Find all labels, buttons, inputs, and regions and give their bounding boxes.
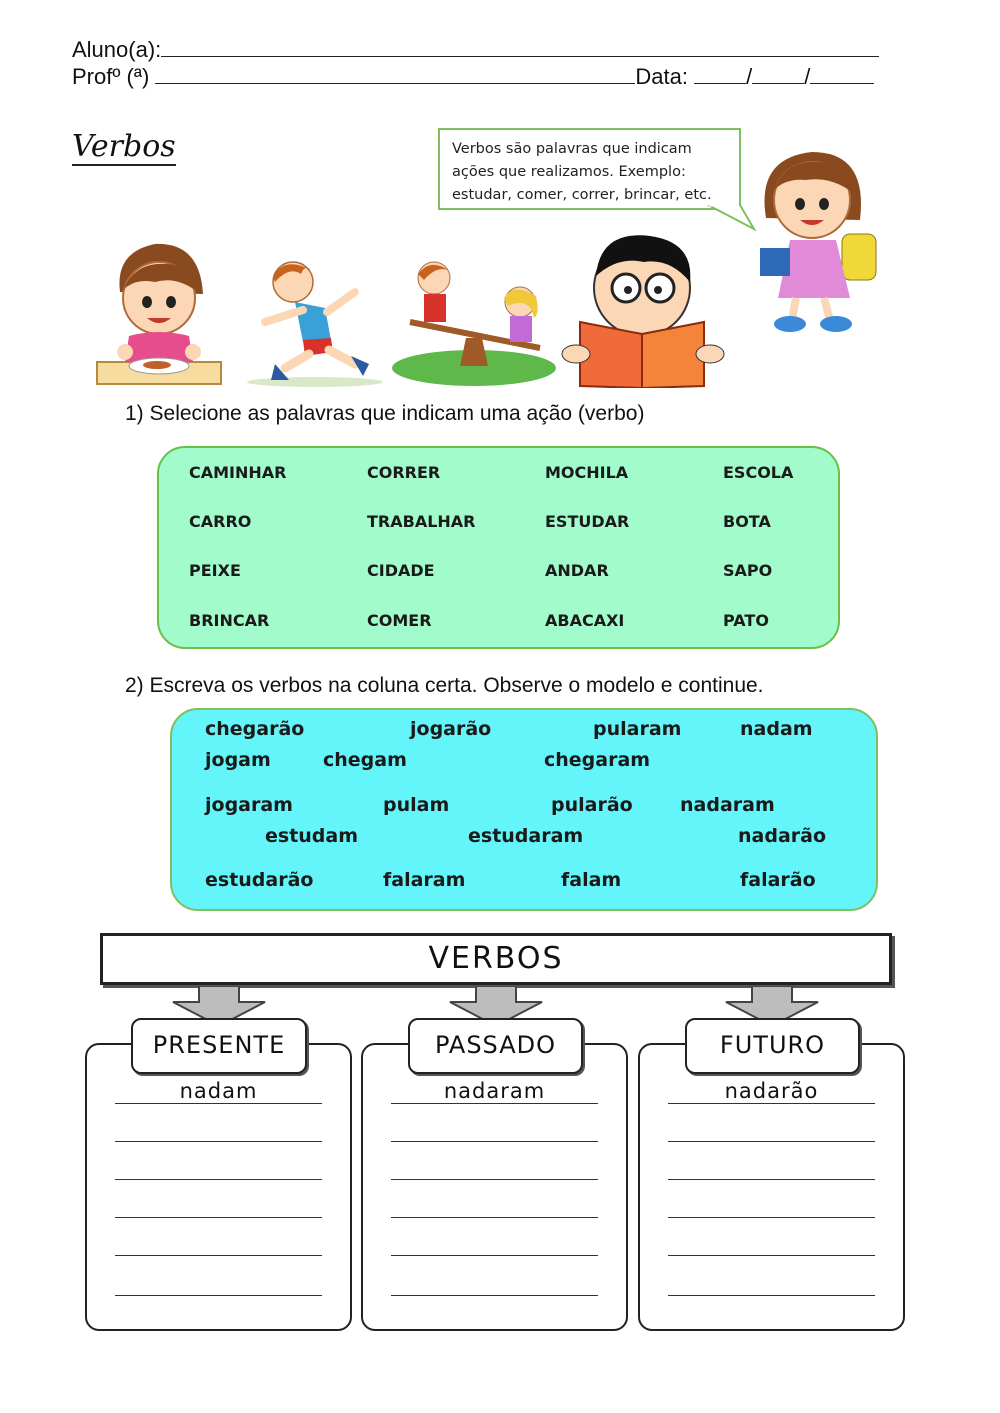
word-option[interactable]: BOTA	[723, 512, 771, 531]
girl-eating-icon	[95, 232, 225, 388]
aluno-blank[interactable]	[161, 39, 879, 57]
kids-seesaw-icon	[390, 256, 558, 386]
word-option[interactable]: ABACAXI	[545, 611, 625, 630]
word-option[interactable]: PATO	[723, 611, 769, 630]
answer-line[interactable]	[668, 1255, 875, 1256]
answer-line[interactable]	[391, 1255, 598, 1256]
example-passado: nadaram	[443, 1079, 546, 1103]
student-name-line	[72, 37, 879, 63]
speech-bubble: Verbos são palavras que indicam ações que realizamos. Exemplo: estudar, comer, correr, brincar, etc.	[438, 128, 741, 210]
answer-line[interactable]	[115, 1179, 322, 1180]
label-presente: PRESENTE	[131, 1018, 307, 1074]
answer-line[interactable]	[668, 1217, 875, 1218]
aluno-label: Aluno(a):	[72, 37, 162, 62]
example-futuro: nadarão	[724, 1079, 819, 1103]
answer-line[interactable]	[115, 1255, 322, 1256]
verb-word[interactable]: pularam	[593, 718, 682, 740]
answer-line[interactable]	[115, 1141, 322, 1142]
data-label: Data:	[635, 64, 689, 89]
girl-backpack-icon	[756, 148, 886, 338]
verb-word[interactable]: falarão	[740, 869, 816, 891]
answer-line[interactable]	[668, 1103, 875, 1104]
example-presente: nadam	[179, 1079, 258, 1103]
label-passado: PASSADO	[408, 1018, 583, 1074]
word-option[interactable]: ANDAR	[545, 561, 609, 580]
prof-blank[interactable]	[155, 66, 635, 84]
word-option[interactable]: PEIXE	[189, 561, 241, 580]
answer-line[interactable]	[391, 1141, 598, 1142]
word-option[interactable]: CIDADE	[367, 561, 435, 580]
verb-word[interactable]: estudarão	[205, 869, 314, 891]
date-day-blank[interactable]	[694, 66, 746, 84]
answer-line[interactable]	[668, 1141, 875, 1142]
answer-line[interactable]	[668, 1179, 875, 1180]
verb-word[interactable]: nadaram	[680, 794, 775, 816]
question-2: 2) Escreva os verbos na coluna certa. Observe o modelo e continue.	[125, 674, 764, 697]
answer-line[interactable]	[668, 1295, 875, 1296]
answer-line[interactable]	[391, 1217, 598, 1218]
word-option[interactable]: MOCHILA	[545, 463, 629, 482]
answer-line[interactable]	[115, 1295, 322, 1296]
word-option[interactable]: CAMINHAR	[189, 463, 287, 482]
teacher-date-line: Profº (ª) Data: / /	[72, 64, 874, 90]
word-option[interactable]: ESTUDAR	[545, 512, 630, 531]
answer-line[interactable]	[391, 1103, 598, 1104]
verb-word[interactable]: jogam	[205, 749, 271, 771]
verb-word[interactable]: chegarão	[205, 718, 305, 740]
page-title: Verbos	[72, 129, 176, 164]
verb-word[interactable]: falaram	[383, 869, 466, 891]
verb-word[interactable]: pularão	[551, 794, 633, 816]
word-option[interactable]: BRINCAR	[189, 611, 270, 630]
date-month-blank[interactable]	[752, 66, 804, 84]
column-presente	[85, 1043, 352, 1331]
verb-word[interactable]: nadarão	[738, 825, 827, 847]
prof-label: Profº (ª)	[72, 64, 150, 89]
verb-word[interactable]: chegaram	[544, 749, 651, 771]
boy-running-icon	[245, 252, 385, 388]
column-passado	[361, 1043, 628, 1331]
question-1: 1) Selecione as palavras que indicam uma ação (verbo)	[125, 402, 645, 425]
word-option[interactable]: COMER	[367, 611, 432, 630]
verb-word[interactable]: estudam	[265, 825, 359, 847]
word-option[interactable]: CORRER	[367, 463, 441, 482]
answer-line[interactable]	[391, 1179, 598, 1180]
verb-word[interactable]: pulam	[383, 794, 450, 816]
column-futuro	[638, 1043, 905, 1331]
answer-line[interactable]	[115, 1103, 322, 1104]
answer-line[interactable]	[391, 1295, 598, 1296]
verbos-header: VERBOS	[100, 933, 892, 985]
verb-word[interactable]: jogarão	[410, 718, 492, 740]
verb-word[interactable]: chegam	[323, 749, 407, 771]
verb-word[interactable]: estudaram	[468, 825, 584, 847]
label-futuro: FUTURO	[685, 1018, 860, 1074]
verb-word[interactable]: jogaram	[205, 794, 293, 816]
date-year-blank[interactable]	[810, 66, 874, 84]
verb-word[interactable]: nadam	[740, 718, 813, 740]
answer-line[interactable]	[115, 1217, 322, 1218]
boy-reading-icon	[560, 226, 728, 388]
verb-word[interactable]: falam	[561, 869, 622, 891]
word-option[interactable]: ESCOLA	[723, 463, 794, 482]
word-option[interactable]: CARRO	[189, 512, 252, 531]
word-option[interactable]: SAPO	[723, 561, 773, 580]
word-option[interactable]: TRABALHAR	[367, 512, 476, 531]
